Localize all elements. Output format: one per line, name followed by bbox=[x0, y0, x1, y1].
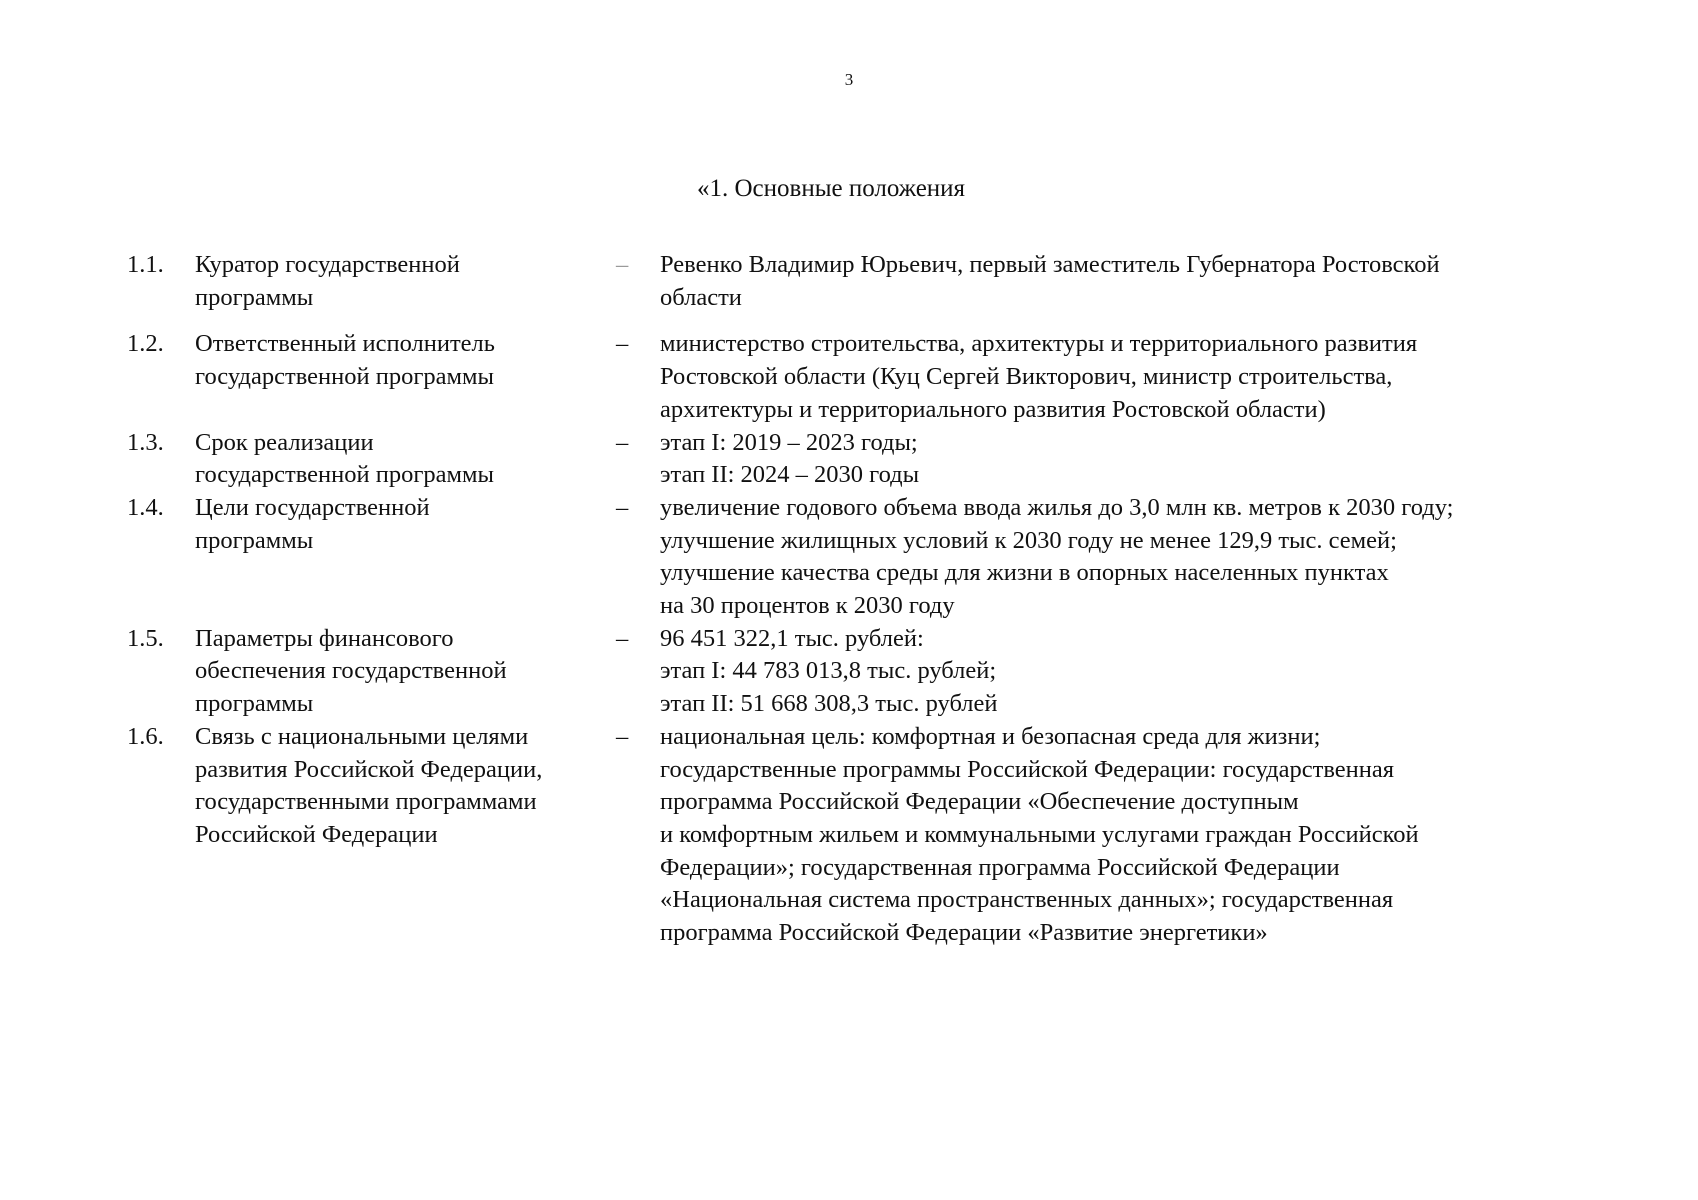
row-number: 1.6. bbox=[127, 722, 164, 750]
row-value-line: улучшение жилищных условий к 2030 году не менее 129,9 тыс. семей; bbox=[660, 526, 1397, 554]
row-dash: – bbox=[616, 493, 629, 521]
row-number: 1.5. bbox=[127, 624, 164, 652]
row-label-line: государственными программами bbox=[195, 788, 537, 816]
row-value bbox=[660, 492, 1583, 623]
row-label bbox=[195, 328, 615, 426]
row-value-line: улучшение качества среды для жизни в опорных населенных пунктах bbox=[660, 559, 1389, 587]
row-label-line: программы bbox=[195, 690, 314, 718]
row-value-line: области bbox=[660, 283, 742, 311]
row-value-line: архитектуры и территориального развития Ростовской области) bbox=[660, 395, 1326, 423]
row-value-line: национальная цель: комфортная и безопасная среда для жизни; bbox=[660, 722, 1321, 750]
row-label bbox=[195, 427, 615, 492]
row-label-line: развития Российской Федерации, bbox=[195, 755, 543, 783]
row-dash: – bbox=[616, 624, 629, 652]
row-value-line: программа Российской Федерации «Обеспечение доступным bbox=[660, 788, 1299, 816]
row-value-line: этап I: 44 783 013,8 тыс. рублей; bbox=[660, 657, 997, 685]
row-label-line: Связь с национальными целями bbox=[195, 722, 529, 750]
row-value bbox=[660, 623, 1583, 721]
row-label bbox=[195, 492, 615, 623]
row-value bbox=[660, 249, 1583, 328]
row-dash: – bbox=[616, 722, 629, 750]
row-value-line: министерство строительства, архитектуры и территориального развития bbox=[660, 330, 1418, 358]
row-value bbox=[660, 427, 1583, 492]
row-label-line: Цели государственной bbox=[195, 493, 430, 521]
row-number: 1.4. bbox=[127, 493, 164, 521]
row-value-line: и комфортным жильем и коммунальными услугами граждан Российской bbox=[660, 820, 1419, 848]
row-label bbox=[195, 623, 615, 721]
row-label-line: программы bbox=[195, 283, 314, 311]
row-label-line: программы bbox=[195, 526, 314, 554]
row-value-line: Федерации»; государственная программа Российской Федерации bbox=[660, 853, 1340, 881]
row-number: 1.3. bbox=[127, 428, 164, 456]
row-label-line: Параметры финансового bbox=[195, 624, 454, 652]
row-dash: – bbox=[616, 428, 629, 456]
row-value-line: увеличение годового объема ввода жилья до 3,0 млн кв. метров к 2030 году; bbox=[660, 493, 1454, 521]
row-number: 1.2. bbox=[127, 330, 164, 358]
row-value-line: государственные программы Российской Федерации: государственная bbox=[660, 755, 1394, 783]
row-value-line: 96 451 322,1 тыс. рублей: bbox=[660, 624, 924, 652]
section-title: «1. Основные положения bbox=[697, 175, 966, 202]
row-label-line: Российской Федерации bbox=[195, 820, 438, 848]
row-label-line: государственной программы bbox=[195, 461, 494, 489]
row-label bbox=[195, 721, 615, 950]
row-dash: – bbox=[616, 251, 629, 278]
row-value bbox=[660, 328, 1583, 426]
row-label-line: обеспечения государственной bbox=[195, 657, 507, 685]
row-value-line: «Национальная система пространственных данных»; государственная bbox=[660, 886, 1394, 914]
row-label-line: Куратор государственной bbox=[195, 251, 460, 278]
row-value-line: Ростовской области (Куц Сергей Викторович, министр строительства, bbox=[660, 363, 1393, 391]
row-label-line: Ответственный исполнитель bbox=[195, 330, 495, 358]
passport-table bbox=[127, 249, 1583, 950]
row-label-line: Срок реализации bbox=[195, 428, 374, 456]
row-number: 1.1. bbox=[127, 251, 164, 278]
row-value-line: на 30 процентов к 2030 году bbox=[660, 592, 955, 620]
row-value-line: этап II: 51 668 308,3 тыс. рублей bbox=[660, 690, 998, 718]
row-dash: – bbox=[616, 330, 629, 358]
row-value-line: программа Российской Федерации «Развитие энергетики» bbox=[660, 919, 1268, 947]
row-value-line: этап I: 2019 – 2023 годы; bbox=[660, 428, 918, 456]
row-label-line: государственной программы bbox=[195, 363, 494, 391]
row-value bbox=[660, 721, 1583, 950]
row-label bbox=[195, 249, 615, 328]
row-value-line: этап II: 2024 – 2030 годы bbox=[660, 461, 920, 489]
page-number: 3 bbox=[844, 70, 854, 89]
row-value-line: Ревенко Владимир Юрьевич, первый заместитель Губернатора Ростовской bbox=[660, 251, 1440, 278]
